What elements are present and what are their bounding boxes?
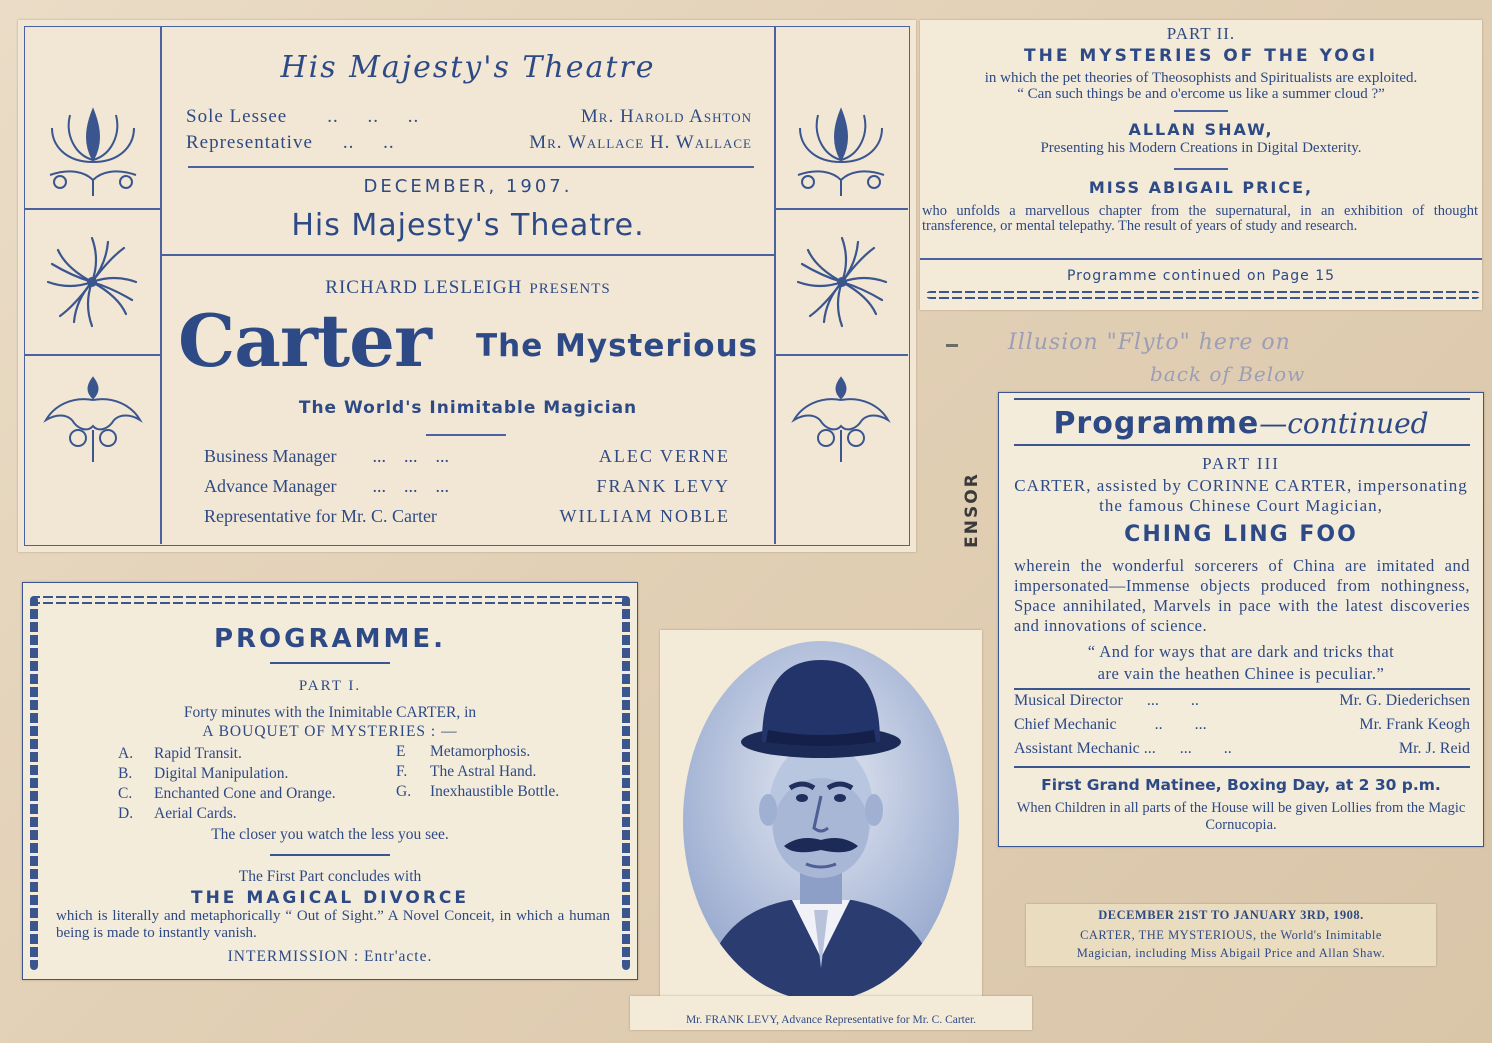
credit-name: Mr. Frank Keogh	[1359, 716, 1470, 733]
leader-dots: ... ... ...	[372, 446, 449, 466]
staff-row	[204, 476, 730, 506]
staff-role: Representative for Mr. C. Carter	[204, 506, 437, 526]
representative-label: Representative	[186, 132, 313, 153]
continued-note: Programme continued on Page 15	[1066, 268, 1336, 284]
part-one-heading: PART I.	[298, 678, 362, 694]
credits-list	[1014, 692, 1470, 764]
item-letter: F.	[396, 763, 408, 780]
part-two-clip	[920, 20, 1482, 310]
list-item	[118, 744, 336, 764]
programme-continued-title	[998, 406, 1484, 441]
leader-dots: ... ... ...	[372, 476, 449, 496]
finale-desc: which is literally and metaphorically “ Out of Sight.” A Novel Conceit, in which a human being is made to instantly vanish.	[56, 908, 610, 941]
staff-row	[204, 506, 730, 536]
staff-row	[204, 446, 730, 476]
star-name: Carter	[178, 298, 431, 383]
dates-line-3: Magician, including Miss Abigail Price and Allan Shaw.	[1076, 946, 1386, 960]
item-text: Digital Manipulation.	[154, 765, 289, 782]
staff-list	[204, 446, 730, 536]
staff-name: FRANK LEVY	[596, 476, 730, 496]
item-letter: D.	[118, 805, 134, 822]
part-two-desc-1: in which the pet theories of Theosophists and Spiritualists are exploited.	[984, 70, 1418, 86]
list-item	[396, 742, 559, 762]
representative-row	[186, 132, 752, 154]
part-two-title: THE MYSTERIES OF THE YOGI	[1024, 46, 1378, 66]
side-stamp: ENSOR	[961, 472, 982, 548]
credit-role: Musical Director	[1014, 692, 1123, 709]
act-allan-shaw: ALLAN SHAW,	[1128, 120, 1274, 139]
staff-role: Business Manager	[204, 446, 337, 466]
list-item	[118, 784, 336, 804]
programme-word: Programme	[1053, 406, 1260, 441]
theatre-card	[18, 20, 916, 552]
portrait-image	[680, 638, 962, 1004]
item-text: Inexhaustible Bottle.	[430, 783, 560, 800]
item-text: The Astral Hand.	[430, 763, 537, 780]
chain-border	[926, 291, 1480, 299]
pencil-note-line2: back of Below	[1150, 362, 1306, 386]
sole-lessee-name: Mr. Harold Ashton	[580, 106, 752, 127]
part-three-heading: PART III	[1202, 454, 1280, 473]
programme-part-one-clip	[22, 582, 638, 980]
credit-role: Chief Mechanic	[1014, 716, 1117, 733]
list-item	[396, 762, 559, 782]
portrait-caption-clip	[630, 996, 1032, 1030]
leader-dots: .. ...	[1154, 716, 1207, 733]
chain-border	[30, 596, 630, 604]
matinee-note: When Children in all parts of the House will be given Lollies from the Magic Cornucopia.	[1016, 800, 1466, 833]
credit-row	[1014, 716, 1470, 740]
staff-role: Advance Manager	[204, 476, 337, 496]
portrait-caption: Mr. FRANK LEVY, Advance Representative for Mr. C. Carter.	[685, 1014, 977, 1026]
part-three-desc: wherein the wonderful sorcerers of China are imitated and impersonated—Immense objects produced from nothingness, Space annihilated, Marvels in pace with the latest discoveries and innovations of science.	[1014, 556, 1470, 635]
continued-word: —continued	[1259, 407, 1429, 440]
part-one-intro-1: Forty minutes with the Inimitable CARTER, in	[183, 704, 477, 721]
list-item	[118, 764, 336, 784]
matinee-line: First Grand Matinee, Boxing Day, at 2 30 p.m.	[1041, 776, 1441, 794]
leader-dots: ... ..	[1179, 740, 1232, 757]
star-subtitle: The Mysterious	[476, 328, 759, 364]
act-abigail-price-desc: who unfolds a marvellous chapter from the supernatural, in an exhibition of thought transference, or mental telepathy. The result of years of study and research.	[922, 203, 1478, 234]
items-right-list	[396, 742, 559, 802]
leader-dots: .. ..	[342, 132, 395, 153]
credit-name: Mr. G. Diederichsen	[1339, 692, 1470, 709]
leader-dots: .. .. ..	[327, 106, 420, 127]
item-letter: B.	[118, 765, 133, 782]
programme-title: PROGRAMME.	[213, 624, 447, 654]
part-two-desc-2: “ Can such things be and o'ercome us like a summer cloud ?”	[1017, 86, 1385, 102]
credit-row	[1014, 740, 1470, 764]
credit-name: Mr. J. Reid	[1398, 740, 1470, 757]
items-left-list	[118, 744, 336, 824]
part-three-intro: CARTER, assisted by CORINNE CARTER, impersonating the famous Chinese Court Magician,	[1014, 476, 1468, 515]
list-item	[118, 804, 336, 824]
scroll-ornament-icon	[780, 370, 902, 466]
concludes-line: The First Part concludes with	[238, 868, 422, 885]
theatre-name: His Majesty's Theatre.	[291, 208, 645, 243]
pencil-note-line1: Illusion "Flyto" here on	[1008, 330, 1291, 355]
dates-line-1: DECEMBER 21ST TO JANUARY 3RD, 1908.	[1098, 908, 1364, 922]
portrait-clip	[660, 630, 982, 1010]
dates-clip	[1026, 904, 1436, 966]
header-title: His Majesty's Theatre	[280, 50, 656, 85]
credit-role: Assistant Mechanic ...	[1014, 740, 1156, 757]
anthemion-ornament-icon	[40, 100, 146, 200]
staff-name: ALEC VERNE	[598, 446, 730, 466]
item-letter: A.	[118, 745, 134, 762]
pencil-mark	[946, 344, 958, 347]
act-ching-ling-foo: CHING LING FOO	[1124, 522, 1358, 547]
dates-line-2: CARTER, THE MYSTERIOUS, the World's Inimitable	[1080, 928, 1382, 942]
swirl-ornament-icon	[790, 230, 894, 334]
presenter-name: RICHARD LESLEIGH	[325, 277, 523, 298]
item-text: Enchanted Cone and Orange.	[154, 785, 336, 802]
swirl-ornament-icon	[40, 230, 144, 334]
closer-line: The closer you watch the less you see.	[211, 826, 449, 843]
presenter-line	[168, 276, 768, 299]
sole-lessee-row	[186, 106, 752, 128]
tagline: The World's Inimitable Magician	[298, 398, 638, 418]
quote-line-1: “ And for ways that are dark and tricks that	[1087, 642, 1395, 661]
representative-name: Mr. Wallace H. Wallace	[529, 132, 752, 153]
item-letter: C.	[118, 785, 133, 802]
programme-date: DECEMBER, 1907.	[363, 176, 573, 197]
item-text: Aerial Cards.	[154, 805, 237, 822]
item-letter: G.	[396, 783, 412, 800]
part-one-intro-2: A BOUQUET OF MYSTERIES : —	[202, 723, 458, 740]
staff-name: WILLIAM NOBLE	[559, 506, 730, 526]
part-two-heading: PART II.	[1166, 24, 1236, 43]
act-allan-shaw-desc: Presenting his Modern Creations in Digital Dexterity.	[1040, 140, 1362, 156]
anthemion-ornament-icon	[788, 100, 894, 200]
item-text: Rapid Transit.	[154, 745, 242, 762]
credit-row	[1014, 692, 1470, 716]
finale-title: THE MAGICAL DIVORCE	[190, 888, 470, 908]
leader-dots: ... ..	[1146, 692, 1199, 709]
intermission-line: INTERMISSION : Entr'acte.	[227, 948, 433, 965]
act-abigail-price: MISS ABIGAIL PRICE,	[1088, 178, 1314, 197]
scroll-ornament-icon	[32, 370, 154, 466]
presents-word: PRESENTS	[529, 281, 611, 297]
item-letter: E	[396, 743, 406, 760]
programme-continued-clip	[998, 392, 1484, 847]
sole-lessee-label: Sole Lessee	[186, 106, 288, 127]
list-item	[396, 782, 559, 802]
quote-line-2: are vain the heathen Chinee is peculiar.”	[1097, 664, 1385, 683]
item-text: Metamorphosis.	[430, 743, 531, 760]
